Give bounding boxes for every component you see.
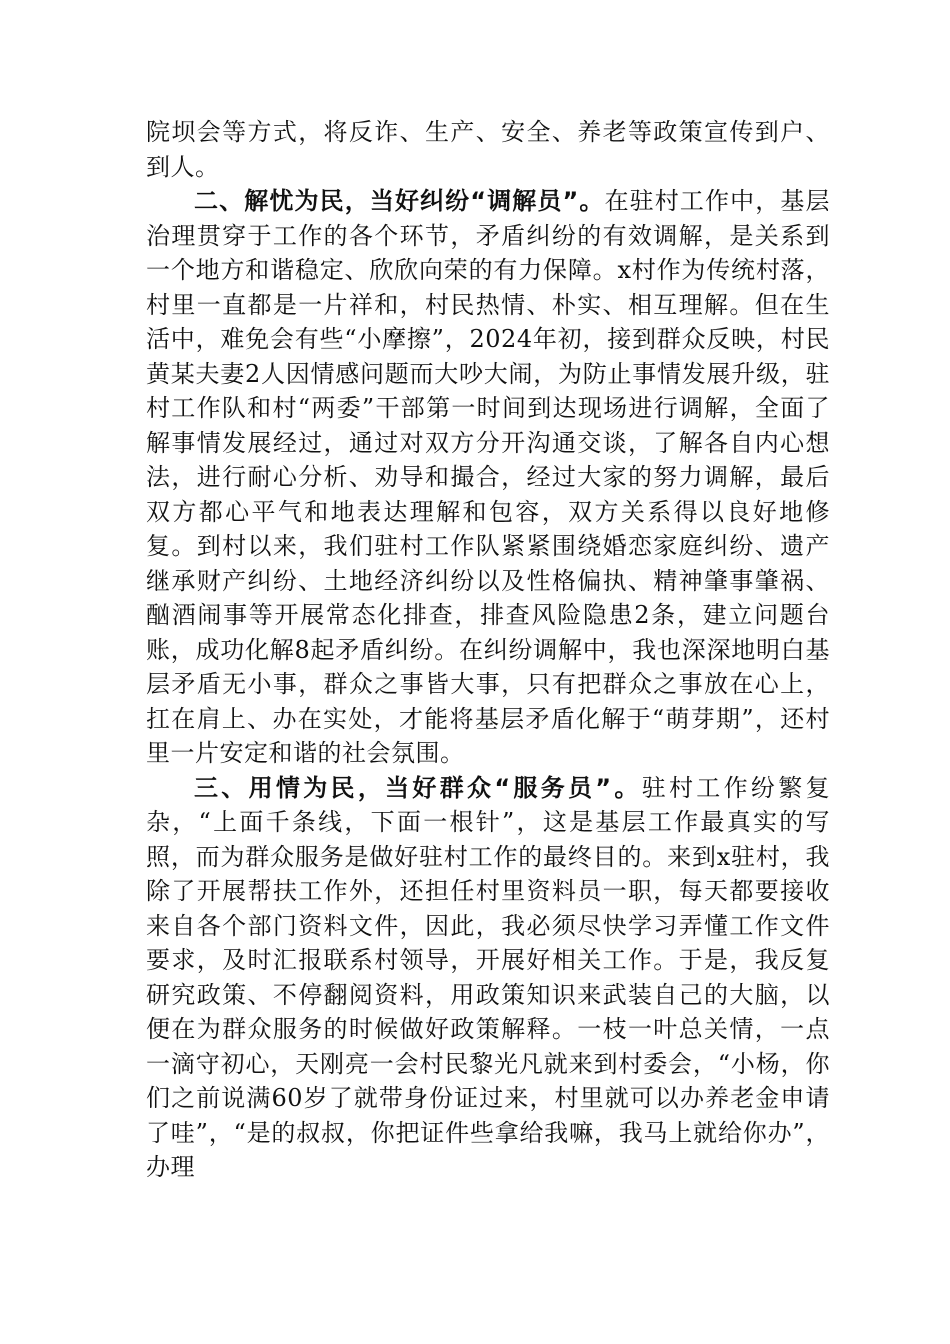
document-body (146, 115, 830, 1185)
paragraph-mediator (146, 184, 830, 771)
paragraph-text: 在驻村工作中，基层治理贯穿于工作的各个环节，矛盾纠纷的有效调解，是关系到一个地方和谐稳定、欣欣向荣的有力保障。x村作为传统村落，村里一直都是一片祥和，村民热情、朴实、相互理解。但在生活中，难免会有些“小摩擦”，2024年初，接到群众反映，村民黄某夫妻2人因情感问题而大吵大闹，为防止事情发展升级，驻村工作队和村“两委”干部第一时间到达现场进行调解，全面了解事情发展经过，通过对双方分开沟通交谈，了解各自内心想法，进行耐心分析、劝导和撮合，经过大家的努力调解，最后双方都心平气和地表达理解和包容，双方关系得以良好地修复。到村以来，我们驻村工作队紧紧围绕婚恋家庭纠纷、遗产继承财产纠纷、土地经济纠纷以及性格偏执、精神肇事肇祸、酗酒闹事等开展常态化排查，排查风险隐患2条，建立问题台账，成功化解8起矛盾纠纷。在纠纷调解中，我也深深地明白基层矛盾无小事，群众之事皆大事，只有把群众之事放在心上，扛在肩上、办在实处，才能将基层矛盾化解于“萌芽期”，还村里一片安定和谐的社会氛围。 (146, 187, 831, 767)
section-heading-service: 三、用情为民，当好群众“服务员”。 (194, 773, 642, 802)
paragraph-text: 院坝会等方式，将反诈、生产、安全、养老等政策宣传到户、到人。 (146, 118, 830, 181)
paragraph-continuation (146, 115, 830, 184)
paragraph-text: 驻村工作纷繁复杂，“上面千条线，下面一根针”，这是基层工作最真实的写照，而为群众服务是做好驻村工作的最终目的。来到x驻村，我除了开展帮扶工作外，还担任村里资料员一职，每天都要接收来自各个部门资料文件，因此，我必须尽快学习弄懂工作文件要求，及时汇报联系村领导，开展好相关工作。于是，我反复研究政策、不停翻阅资料，用政策知识来武装自己的大脑，以便在为群众服务的时候做好政策解释。一枝一叶总关情，一点一滴守初心，天刚亮一会村民黎光凡就来到村委会，“小杨，你们之前说满60岁了就带身份证过来，村里就可以办养老金申请了哇”，“是的叔叔，你把证件些拿给我嘛，我马上就给你办”，办理 (146, 773, 831, 1181)
paragraph-service (146, 771, 830, 1185)
section-heading-mediator: 二、解忧为民，当好纠纷“调解员”。 (194, 187, 605, 215)
